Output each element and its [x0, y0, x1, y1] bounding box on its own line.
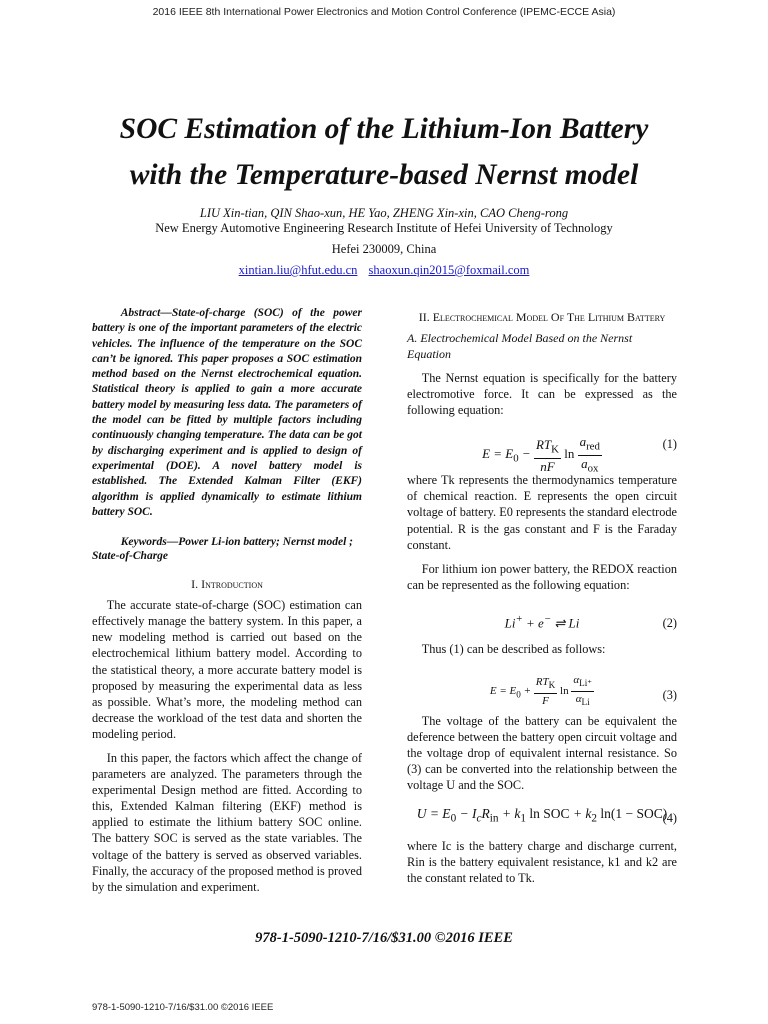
equation-2-number: (2): [662, 615, 677, 630]
equation-3-formula: $E = E_0$ + $\frac{RT_K}{F}$ ln $\frac{\alpha_{Li^+}}{\alpha_{Li}}$: [489, 674, 593, 708]
voltage-paragraph: The voltage of the battery can be equivalent the deference between the battery open circuit voltage and the voltage drop of equivalent internal resistance. So (3) can be converted into the relationship between the voltage U and the SOC.: [407, 714, 677, 793]
section-heading-introduction: I. Introduction: [191, 577, 263, 592]
redox-paragraph: For lithium ion power battery, the REDOX reaction can be represented as the following equation:: [407, 561, 677, 592]
equation-3: [407, 665, 677, 707]
thus-paragraph: Thus (1) can be described as follows:: [421, 641, 606, 656]
email-link-2[interactable]: shaoxun.qin2015@foxmail.com: [368, 263, 530, 277]
email-link-1[interactable]: xintian.liu@hfut.edu.cn: [238, 263, 358, 277]
equation-2-formula: Li+ + e− ⇌ Li: [504, 612, 580, 631]
equation-1: [407, 426, 677, 475]
author-names: LIU Xin-tian, QIN Shao-xun, HE Yao, ZHENG Xin-xin, CAO Cheng-rong: [199, 206, 569, 220]
equation-1-formula: $E = E_0$ − $\frac{RT_K}{nF}$ ln $\frac{a_{red}}{a_{ox}}$: [482, 434, 600, 475]
equation-2: [407, 601, 677, 635]
paper-title: [40, 106, 728, 198]
section-heading-electrochemical: II. Electrochemical Model Of The Lithium Battery: [418, 310, 666, 324]
title-line-1: SOC Estimation of the Lithium-Ion Battery: [119, 113, 649, 145]
conference-header: 2016 IEEE 8th International Power Electronics and Motion Control Conference (IPEMC-ECCE Asia): [152, 6, 616, 18]
equation-1-number: (1): [662, 437, 677, 452]
nernst-paragraph: The Nernst equation is specifically for the battery electromotive force. It can be expressed as the following equation:: [407, 371, 677, 418]
emails: [40, 263, 728, 278]
intro-paragraph-1: The accurate state-of-charge (SOC) estimation can effectively manage the battery system. In this paper, a new modeling method is carried out based on the electrochemical lithium battery model. According to the statistical theory, a more accurate battery model is proposed by measuring the experimental data as less as possible. What’s more, the modeling method can decrease the workload of the test data and shorten the modeling period.: [92, 598, 362, 741]
page-footer: 978-1-5090-1210-7/16/$31.00 ©2016 IEEE: [92, 1002, 274, 1013]
equation-4-number: (4): [662, 810, 677, 825]
abstract: Abstract—State-of-charge (SOC) of the power battery is one of the important parameters of the electric vehicles. The influence of the temperature on the SOC can’t be ignored. This paper proposes a SOC estimation method based on the Nernst electrochemical equation. Statistical theory is applied to gain a more accurate battery model by measuring less data. The parameters of the model can be fitted by multiple factors including continuously changing temperature. The data can be got by discharging experiment and is applied to design of experimental (DOE). A novel battery model is established. The Extended Kalman Filter (EKF) algorithm is applied dynamically to estimate lithium battery SOC.: [92, 307, 362, 518]
keywords: Keywords—Power Li-ion battery; Nernst model ; State-of-Charge: [92, 536, 353, 562]
title-line-2: with the Temperature-based Nernst model: [129, 159, 639, 191]
where-paragraph-2: where Ic is the battery charge and discharge current, Rin is the battery equivalent resistance, k1 and k2 are the constant related to Tk.: [407, 838, 677, 885]
equation-3-number: (3): [662, 688, 677, 703]
subsection-heading-a: A. Electrochemical Model Based on the Nernst Equation: [407, 331, 633, 361]
equation-4-formula: $U = E_0 - I_cR_{in} + k_1$ ln SOC + $k_2$ ln(1 − SOC): [416, 805, 668, 825]
affiliation: New Energy Automotive Engineering Research Institute of Hefei University of Technology: [155, 221, 613, 235]
equation-4: [407, 802, 677, 832]
isbn-line: 978-1-5090-1210-7/16/$31.00 ©2016 IEEE: [255, 930, 513, 946]
left-column: [92, 306, 362, 903]
right-column: [407, 306, 677, 894]
author-block: [40, 206, 728, 278]
intro-paragraph-2: In this paper, the factors which affect the change of parameters are analyzed. The parameters through the experimental Design method are fitted. According to this, Extended Kalman filtering (EKF) method is applied to estimate the lithium battery SOC online. The battery SOC is served as the state variables. The voltage of the battery is served as observed variables. Finally, the accuracy of the proposed method is proved by the simulation and experiment.: [92, 751, 362, 894]
city: Hefei 230009, China: [331, 242, 437, 256]
where-paragraph-1: where Tk represents the thermodynamics temperature of chemical reaction. E represents the open circuit voltage of battery. E0 represents the standard electrode potential. R is the gas constant and F is the Faraday constant.: [407, 473, 677, 552]
